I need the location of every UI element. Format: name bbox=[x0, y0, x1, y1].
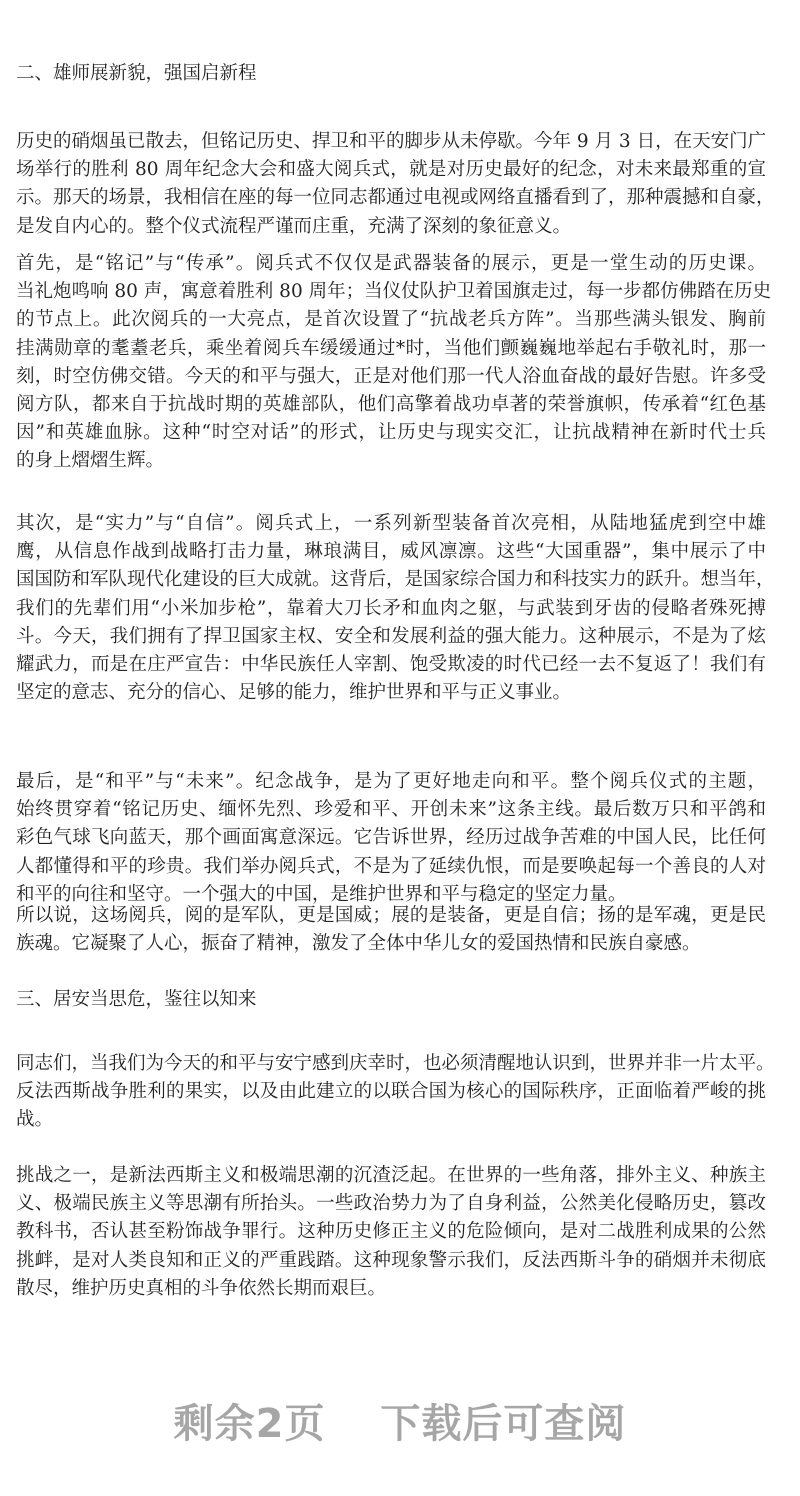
text-line: 刻，时空仿佛交错。今天的和平与强大，正是对他们那一代人浴血奋战的最好告慰。许多受 bbox=[16, 365, 766, 387]
text-line: 和平的向往和坚守。一个强大的中国，是维护世界和平与稳定的坚定力量。 bbox=[16, 883, 627, 905]
paragraph bbox=[16, 902, 766, 958]
text-line: 人都懂得和平的珍贵。我们举办阅兵式，不是为了延续仇恨，而是要唤起每一个善良的人对 bbox=[16, 855, 766, 877]
text-line: 义、极端民族主义等思潮有所抬头。一些政治势力为了自身利益，公然美化侵略历史，篡改 bbox=[16, 1193, 766, 1215]
text-line: 是发自内心的。整个仪式流程严谨而庄重，充满了深刻的象征意义。 bbox=[16, 215, 572, 237]
paragraph bbox=[16, 250, 772, 476]
paragraph bbox=[16, 510, 775, 707]
text-line: 国国防和军队现代化建设的巨大成就。这背后，是国家综合国力和科技实力的跃升。想当年， bbox=[16, 569, 775, 591]
text-line: 散尽，维护历史真相的斗争依然长期而艰巨。 bbox=[16, 1277, 387, 1299]
text-line: 我们的先辈们用“小米加步枪”，靠着大刀长矛和血肉之躯，与武装到牙齿的侵略者殊死搏 bbox=[16, 597, 766, 619]
text-line: 鹰，从信息作战到战略打击力量，琳琅满目，威风凛凛。这些“大国重器”，集中展示了中 bbox=[16, 541, 766, 563]
text-line: 斗。今天，我们拥有了捍卫国家主权、安全和发展利益的强大能力。这种展示，不是为了炫 bbox=[16, 625, 766, 647]
download-to-view-label[interactable]: 下载后可查阅 bbox=[380, 1401, 627, 1447]
text-line: 当礼炮鸣响 80 声，寓意着胜利 80 周年；当仪仗队护卫着国旗走过，每一步都仿佛踏在历史 bbox=[16, 281, 772, 303]
remaining-pages-label: 剩余2页 bbox=[173, 1401, 326, 1447]
download-banner[interactable] bbox=[0, 1392, 800, 1449]
text-line: 同志们，当我们为今天的和平与安宁感到庆幸时，也必须清醒地认识到，世界并非一片太平。 bbox=[16, 1053, 775, 1074]
text-line: 示。那天的场景，我相信在座的每一位同志都通过电视或网络直播看到了，那种震撼和自豪， bbox=[16, 187, 775, 209]
text-line: 挂满勋章的耄耋老兵，乘坐着阅兵车缓缓通过*时，当他们颤巍巍地举起右手敬礼时，那一 bbox=[16, 337, 766, 359]
text-line: 三、居安当思危，鉴往以知来 bbox=[16, 989, 257, 1010]
section-heading bbox=[16, 60, 766, 88]
text-line: 因”和英雄血脉。这种“时空对话”的形式，让历史与现实交汇，让抗战精神在新时代士兵 bbox=[16, 422, 766, 444]
text-line: 反法西斯战争胜利的果实，以及由此建立的以联合国为核心的国际秩序，正面临着严峻的挑 bbox=[16, 1081, 766, 1103]
section-heading bbox=[16, 986, 766, 1014]
text-line: 阅方队，都来自于抗战时期的英雄部队，他们高擎着战功卓著的荣誉旗帜，传承着“红色基 bbox=[16, 393, 766, 415]
text-line: 场举行的胜利 80 周年纪念大会和盛大阅兵式，就是对历史最好的纪念，对未来最郑重的宣 bbox=[16, 159, 766, 181]
text-line: 其次，是“实力”与“自信”。阅兵式上，一系列新型装备首次亮相，从陆地猛虎到空中雄 bbox=[16, 513, 766, 534]
text-line: 教科书，否认甚至粉饰战争罪行。这种历史修正主义的危险倾向，是对二战胜利成果的公然 bbox=[16, 1221, 766, 1243]
text-line: 最后，是“和平”与“未来”。纪念战争，是为了更好地走向和平。整个阅兵仪式的主题， bbox=[16, 771, 766, 792]
text-line: 战。 bbox=[16, 1109, 54, 1131]
paragraph bbox=[16, 1050, 775, 1135]
text-line: 首先，是“铭记”与“传承”。阅兵式不仅仅是武器装备的展示，更是一堂生动的历史课。 bbox=[16, 253, 766, 274]
text-line: 彩色气球飞向蓝天，那个画面寓意深远。它告诉世界，经历过战争苦难的中国人民，比任何 bbox=[16, 827, 766, 849]
text-line: 挑衅，是对人类良知和正义的严重践踏。这种现象警示我们，反法西斯斗争的硝烟并未彻底 bbox=[16, 1249, 766, 1271]
text-line: 所以说，这场阅兵，阅的是军队，更是国威；展的是装备，更是自信；扬的是军魂，更是民 bbox=[16, 905, 766, 926]
text-line: 历史的硝烟虽已散去，但铭记历史、捍卫和平的脚步从未停歇。今年 9 月 3 日，在天安门广 bbox=[16, 131, 767, 152]
text-line: 的身上熠熠生辉。 bbox=[16, 450, 165, 472]
text-line: 的节点上。此次阅兵的一大亮点，是首次设置了“抗战老兵方阵”。当那些满头银发、胸前 bbox=[16, 309, 766, 331]
paragraph bbox=[16, 768, 766, 909]
text-line: 始终贯穿着“铭记历史、缅怀先烈、珍爱和平、开创未来”这条主线。最后数万只和平鸽和 bbox=[16, 799, 766, 821]
paragraph bbox=[16, 1162, 766, 1303]
text-line: 挑战之一，是新法西斯主义和极端思潮的沉渣泛起。在世界的一些角落，排外主义、种族主 bbox=[16, 1165, 766, 1186]
text-line: 族魂。它凝聚了人心，振奋了精神，激发了全体中华儿女的爱国热情和民族自豪感。 bbox=[16, 933, 701, 955]
paragraph bbox=[16, 128, 775, 241]
text-line: 坚定的意志、充分的信心、足够的能力，维护世界和平与正义事业。 bbox=[16, 682, 572, 704]
text-line: 耀武力，而是在庄严宣告：中华民族任人宰割、饱受欺凌的时代已经一去不复返了！我们有 bbox=[16, 653, 766, 675]
text-line: 二、雄师展新貌，强国启新程 bbox=[16, 63, 257, 84]
